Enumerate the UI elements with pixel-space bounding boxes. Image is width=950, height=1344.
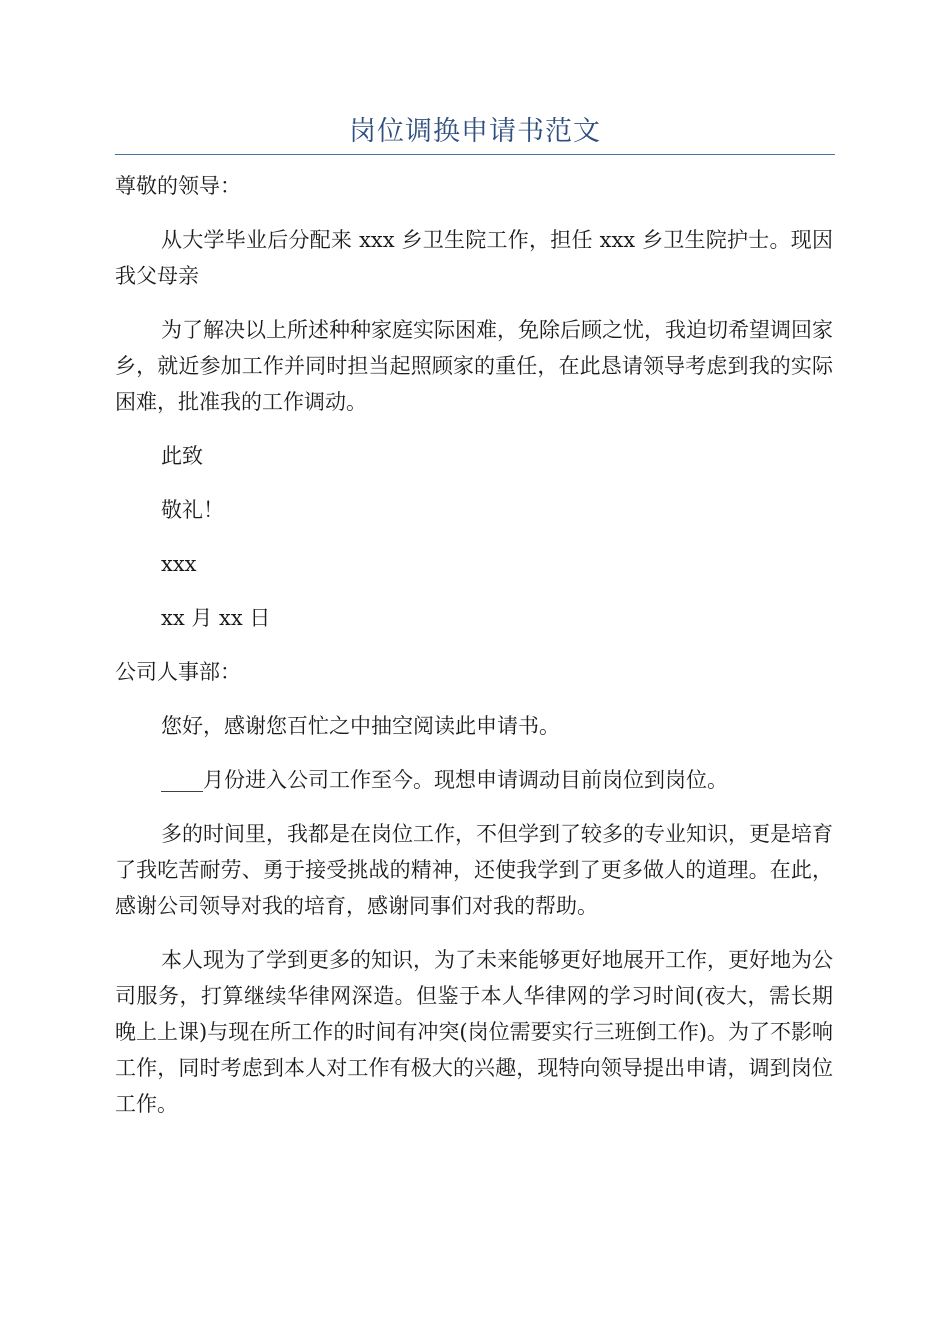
paragraph-background: 从大学毕业后分配来 xxx 乡卫生院工作，担任 xxx 乡卫生院护士。现因我父母亲 [115, 228, 833, 288]
signature-name: xxx [161, 552, 197, 576]
paragraph-entry-date: ____月份进入公司工作至今。现想申请调动目前岗位到岗位。 [161, 768, 728, 792]
salutation-leader: 尊敬的领导： [115, 174, 241, 198]
salutation-hr: 公司人事部： [115, 660, 241, 684]
paragraph-request: 为了解决以上所述种种家庭实际困难，免除后顾之忧，我迫切希望调回家乡，就近参加工作并同时担当起照顾家的重任，在此恳请领导考虑到我的实际困难，批准我的工作调动。 [115, 318, 833, 414]
closing-cizhi: 此致 [161, 444, 203, 468]
title-underline [115, 154, 835, 155]
closing-jingli: 敬礼！ [161, 498, 224, 522]
paragraph-experience: 多的时间里，我都是在岗位工作，不但学到了较多的专业知识，更是培育了我吃苦耐劳、勇于接受挑战的精神，还使我学到了更多做人的道理。在此，感谢公司领导对我的培育，感谢同事们对我的帮助。 [115, 822, 833, 918]
paragraph-greeting: 您好，感谢您百忙之中抽空阅读此申请书。 [161, 714, 560, 738]
document-body [115, 168, 833, 1140]
document-title: 岗位调换申请书范文 [349, 116, 601, 147]
signature-date: xx 月 xx 日 [161, 606, 271, 630]
paragraph-reason: 本人现为了学到更多的知识，为了未来能够更好地展开工作，更好地为公司服务，打算继续华律网深造。但鉴于本人华律网的学习时间(夜大，需长期晚上上课)与现在所工作的时间有冲突(岗位需要实行三班倒工作)。为了不影响工作，同时考虑到本人对工作有极大的兴趣，现特向领导提出申请，调到岗位工作。 [115, 948, 833, 1116]
